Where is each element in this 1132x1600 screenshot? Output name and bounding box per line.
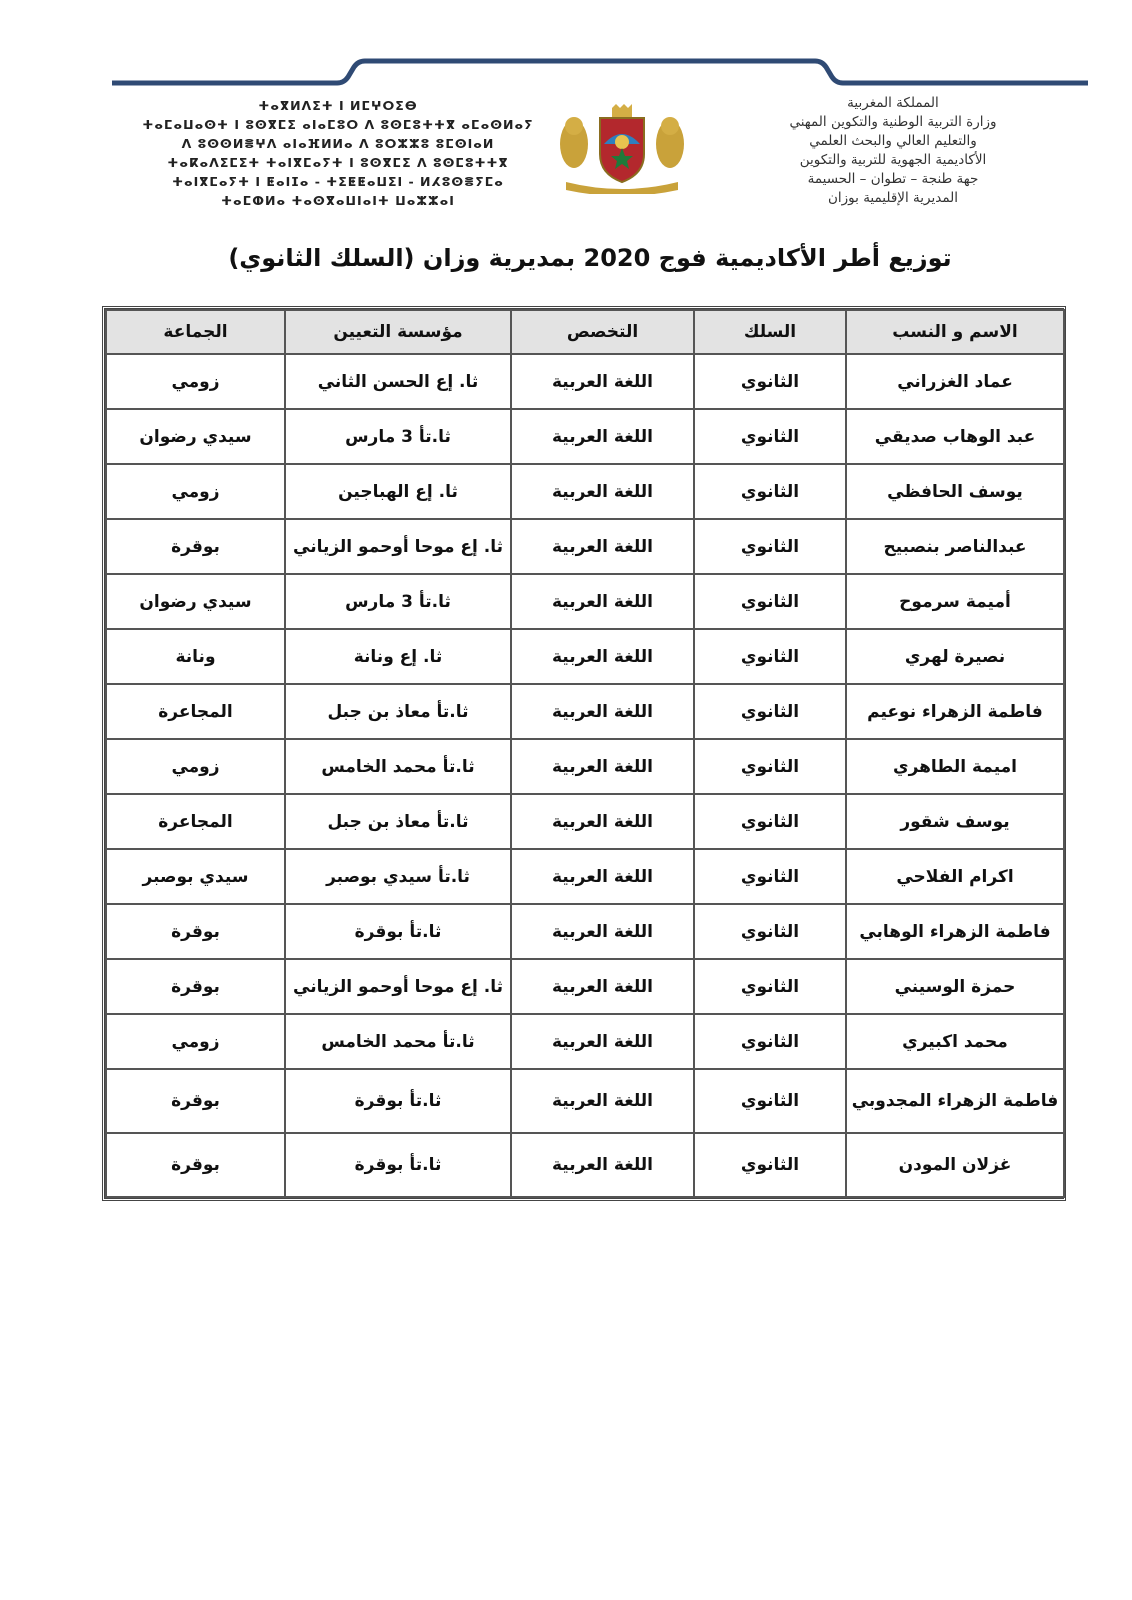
header-arabic-line: الأكاديمية الجهوية للتربية والتكوين (799, 152, 987, 168)
cell-school: ثا. إع الحسن الثاني (285, 354, 511, 409)
cell-specialty: اللغة العربية (511, 464, 694, 519)
table-body (106, 354, 1064, 1197)
cell-name: غزلان المودن (846, 1133, 1064, 1197)
cell-specialty: اللغة العربية (511, 1069, 694, 1133)
table-row (106, 354, 1064, 409)
table-row (106, 959, 1064, 1014)
column-header-school: مؤسسة التعيين (285, 310, 511, 354)
cell-cycle: الثانوي (694, 849, 846, 904)
cell-school: ثا.تأ بوقرة (285, 1133, 511, 1197)
column-header-commune: الجماعة (106, 310, 285, 354)
cell-specialty: اللغة العربية (511, 574, 694, 629)
cell-specialty: اللغة العربية (511, 519, 694, 574)
coat-of-arms-icon (556, 104, 688, 194)
cell-school: ثا.تأ بوقرة (285, 1069, 511, 1133)
cell-school: ثا.تأ محمد الخامس (285, 1014, 511, 1069)
cell-specialty: اللغة العربية (511, 739, 694, 794)
cell-name: حمزة الوسيني (846, 959, 1064, 1014)
table-row (106, 629, 1064, 684)
cell-name: محمد اكبيري (846, 1014, 1064, 1069)
header-band (112, 58, 1088, 94)
cell-cycle: الثانوي (694, 1133, 846, 1197)
cell-cycle: الثانوي (694, 464, 846, 519)
cell-school: ثا. إع ونانة (285, 629, 511, 684)
table-header-row (106, 310, 1064, 354)
header-arabic-line: وزارة التربية الوطنية والتكوين المهني (789, 114, 997, 130)
cell-commune: بوقرة (106, 904, 285, 959)
cell-commune: بوقرة (106, 519, 285, 574)
header-amazigh-line: ⵜⴰⵎⴰⵡⴰⵙⵜ ⵏ ⵓⵙⴳⵎⵉ ⴰⵏⴰⵎⵓⵔ ⴷ ⵓⵙⵎⵓⵜⵜⴳ ⴰⵎⴰⵙⵍⴰⵢ (142, 117, 534, 132)
cell-cycle: الثانوي (694, 904, 846, 959)
cell-commune: زومي (106, 1014, 285, 1069)
header-amazigh-block (138, 96, 538, 210)
cell-name: اكرام الفلاحي (846, 849, 1064, 904)
cell-commune: سيدي بوصبر (106, 849, 285, 904)
cell-school: ثا.تأ معاذ بن جبل (285, 794, 511, 849)
header-arabic-line: جهة طنجة – تطوان – الحسيمة (807, 171, 979, 187)
cell-specialty: اللغة العربية (511, 794, 694, 849)
header-amazigh-line: ⵜⴰⵏⴳⵎⴰⵢⵜ ⵏ ⵟⴰⵏⵊⴰ - ⵜⵉⵟⵟⴰⵡⵉⵏ - ⵍⵃⵓⵙⴻⵢⵎⴰ (172, 174, 504, 189)
cell-specialty: اللغة العربية (511, 409, 694, 464)
cell-specialty: اللغة العربية (511, 354, 694, 409)
cell-school: ثا.تأ 3 مارس (285, 574, 511, 629)
cell-school: ثا. إع الهباجين (285, 464, 511, 519)
cell-specialty: اللغة العربية (511, 959, 694, 1014)
cell-specialty: اللغة العربية (511, 1133, 694, 1197)
cell-cycle: الثانوي (694, 354, 846, 409)
cell-name: عبد الوهاب صديقي (846, 409, 1064, 464)
cell-school: ثا. إع موحا أوحمو الزياني (285, 519, 511, 574)
table-row (106, 904, 1064, 959)
cell-commune: المجاعرة (106, 684, 285, 739)
cell-cycle: الثانوي (694, 739, 846, 794)
cell-name: اميمة الطاهري (846, 739, 1064, 794)
cell-cycle: الثانوي (694, 409, 846, 464)
cell-cycle: الثانوي (694, 684, 846, 739)
cell-commune: بوقرة (106, 959, 285, 1014)
cell-specialty: اللغة العربية (511, 1014, 694, 1069)
cell-name: عماد الغزراني (846, 354, 1064, 409)
cell-name: فاطمة الزهراء المجدوبي (846, 1069, 1064, 1133)
table-row (106, 794, 1064, 849)
table-row (106, 519, 1064, 574)
cell-name: فاطمة الزهراء نوعيم (846, 684, 1064, 739)
table-row (106, 1014, 1064, 1069)
header-amazigh-line: ⴷ ⵓⵙⵙⵍⴻⵖⴷ ⴰⵏⴰⴼⵍⵍⴰ ⴷ ⵓⵔⵣⵣⵓ ⵓⵎⵙⵏⴰⵍ (181, 136, 495, 151)
cell-cycle: الثانوي (694, 1014, 846, 1069)
table-row (106, 574, 1064, 629)
cell-specialty: اللغة العربية (511, 684, 694, 739)
cell-school: ثا.تأ بوقرة (285, 904, 511, 959)
cell-cycle: الثانوي (694, 519, 846, 574)
header-arabic-block (728, 94, 1058, 208)
cell-school: ثا. إع موحا أوحمو الزياني (285, 959, 511, 1014)
cell-school: ثا.تأ محمد الخامس (285, 739, 511, 794)
cell-name: يوسف شقور (846, 794, 1064, 849)
header-arabic-line: المملكة المغربية (847, 95, 939, 111)
cell-name: عبدالناصر بنصبيح (846, 519, 1064, 574)
table-row (106, 1133, 1064, 1197)
cell-cycle: الثانوي (694, 574, 846, 629)
cell-commune: المجاعرة (106, 794, 285, 849)
header-amazigh-line: ⵜⴰⴽⴰⴷⵉⵎⵉⵜ ⵜⴰⵏⴳⵎⴰⵢⵜ ⵏ ⵓⵙⴳⵎⵉ ⴷ ⵓⵙⵎⵓⵜⵜⴳ (167, 155, 509, 170)
table-row (106, 1069, 1064, 1133)
cell-commune: زومي (106, 464, 285, 519)
cell-name: يوسف الحافظي (846, 464, 1064, 519)
cell-name: أميمة سرموح (846, 574, 1064, 629)
cell-name: نصيرة لهري (846, 629, 1064, 684)
column-header-specialty: التخصص (511, 310, 694, 354)
cell-specialty: اللغة العربية (511, 904, 694, 959)
table-row (106, 849, 1064, 904)
table-row (106, 409, 1064, 464)
assignment-table (102, 306, 1066, 1201)
cell-name: فاطمة الزهراء الوهابي (846, 904, 1064, 959)
cell-cycle: الثانوي (694, 794, 846, 849)
cell-specialty: اللغة العربية (511, 849, 694, 904)
table-row (106, 684, 1064, 739)
cell-school: ثا.تأ معاذ بن جبل (285, 684, 511, 739)
cell-cycle: الثانوي (694, 629, 846, 684)
column-header-cycle: السلك (694, 310, 846, 354)
table-row (106, 464, 1064, 519)
cell-specialty: اللغة العربية (511, 629, 694, 684)
header-amazigh-line: ⵜⴰⵎⵀⵍⴰ ⵜⴰⵙⴳⴰⵡⵏⴰⵏⵜ ⵡⴰⵣⵣⴰⵏ (221, 193, 455, 208)
cell-commune: زومي (106, 739, 285, 794)
table-row (106, 739, 1064, 794)
cell-commune: بوقرة (106, 1133, 285, 1197)
cell-commune: بوقرة (106, 1069, 285, 1133)
header-arabic-line: والتعليم العالي والبحث العلمي (809, 133, 977, 149)
cell-commune: ونانة (106, 629, 285, 684)
cell-commune: زومي (106, 354, 285, 409)
cell-commune: سيدي رضوان (106, 574, 285, 629)
cell-cycle: الثانوي (694, 959, 846, 1014)
header-arabic-line: المديرية الإقليمية بوزان (827, 190, 959, 206)
assignment-table-grid (105, 309, 1065, 1198)
cell-school: ثا.تأ سيدي بوصبر (285, 849, 511, 904)
column-header-name: الاسم و النسب (846, 310, 1064, 354)
cell-commune: سيدي رضوان (106, 409, 285, 464)
document-title: توزيع أطر الأكاديمية فوج 2020 بمديرية وزان (السلك الثانوي) (228, 244, 952, 272)
header-amazigh-line: ⵜⴰⴳⵍⴷⵉⵜ ⵏ ⵍⵎⵖⵔⵉⴱ (258, 98, 418, 113)
cell-cycle: الثانوي (694, 1069, 846, 1133)
cell-school: ثا.تأ 3 مارس (285, 409, 511, 464)
